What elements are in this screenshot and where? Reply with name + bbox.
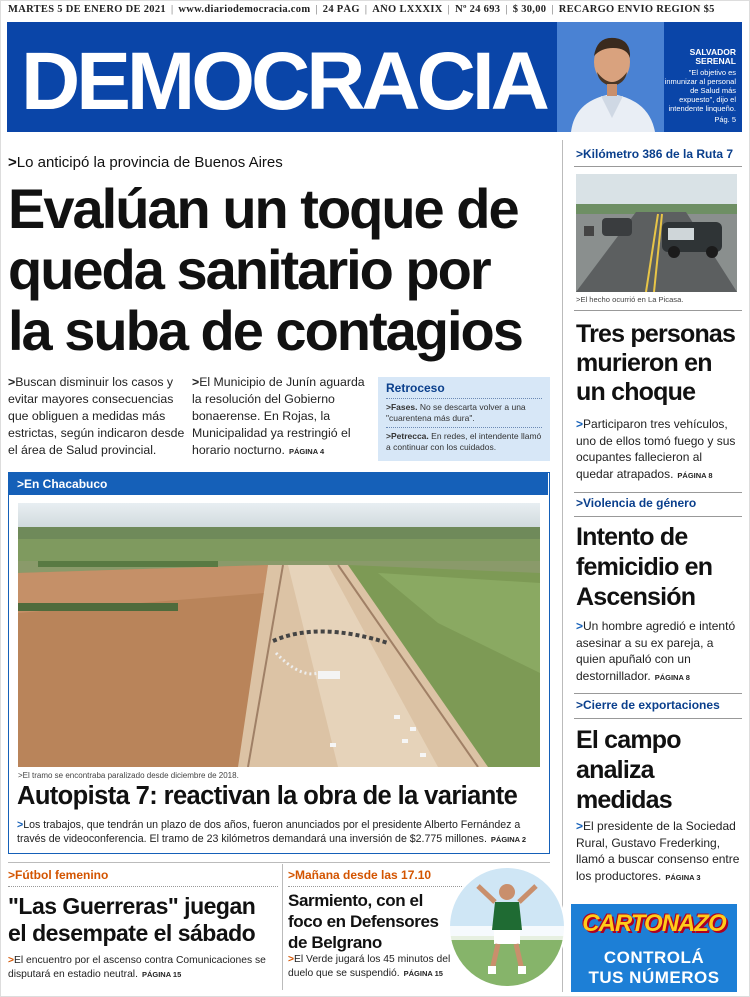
- right-rule-2b: [574, 516, 742, 517]
- page-count: 24 PÁG: [322, 4, 360, 15]
- main-col1-text: Buscan disminuir los casos y evitar mayores consecuencias que obliguen a medidas más estrictas, según indicaron desde el área de Salud provincial.: [8, 375, 185, 457]
- crash-photo-caption: >El hecho ocurrió en La Picasa.: [576, 295, 684, 304]
- headline-line-1: Evalúan un toque de: [8, 177, 518, 240]
- year-number: AÑO LXXXIX: [372, 4, 443, 15]
- main-story-kicker: >Lo anticipó la provincia de Buenos Aires: [8, 154, 283, 171]
- fases-text: No se descarta volver a una "cuarentena más dura".: [386, 402, 526, 423]
- bottom-column-divider: [282, 864, 283, 990]
- main-story-column-2: >El Municipio de Junín aguarda la resolución del Gobierno bonaerense. En Rojas, la Municipalidad ya restringió el horario nocturno. PÁGINA 4: [192, 375, 365, 457]
- masthead: [7, 22, 665, 132]
- chacabuco-page-ref: PÁGINA 2: [490, 835, 527, 844]
- sarmiento-body: >El Verde jugará los 45 minutos del duelo que se suspendió. PÁGINA 15: [288, 954, 451, 979]
- chacabuco-headline[interactable]: Autopista 7: reactivan la obra de la variante: [17, 782, 518, 810]
- sarmiento-page-ref: PÁGINA 15: [403, 968, 443, 978]
- soccer-player-photo[interactable]: [448, 866, 566, 988]
- issue-info-bar: MARTES 5 DE ENERO DE 2021 | www.diariodemocracia.com | 24 PÁG | AÑO LXXXIX | Nº 24 693 | $ 30,00 | RECARGO ENVÍO REGIÓN $5: [8, 4, 715, 15]
- crash-photo[interactable]: [576, 174, 737, 292]
- right-rule-3: [574, 693, 742, 694]
- futbol-kicker-text: Fútbol femenino: [15, 868, 109, 882]
- chacabuco-section-bar: >En Chacabuco: [9, 473, 548, 495]
- ruta7-kicker-text: Kilómetro 386 de la Ruta 7: [583, 147, 734, 161]
- bottom-section-rule: [8, 862, 550, 863]
- sarmiento-kicker: >Mañana desde las 17.10: [288, 868, 432, 882]
- futbol-headline[interactable]: "Las Guerreras" juegan el desempate el sábado: [8, 893, 256, 946]
- headline-line-3: la suba de contagios: [8, 299, 522, 362]
- mayor-portrait-photo: [557, 22, 665, 132]
- chacabuco-body: >Los trabajos, que tendrán un plazo de dos años, fueron anunciados por el presidente Alberto Fernández a través de videoconferencia. El tramo de 23 kilómetros demandará una inversión de $2.775 millones. PÁGINA 2: [17, 819, 527, 845]
- femicidio-page-ref: PÁGINA 8: [654, 672, 690, 682]
- site-url[interactable]: www.diariodemocracia.com: [178, 4, 311, 15]
- femicidio-body-text: Un hombre agredió e intentó asesinar a su ex pareja, a quien apuñaló con un destornillador.: [576, 619, 736, 683]
- campo-page-ref: PÁGINA 3: [665, 872, 701, 882]
- chacabuco-photo-caption: >El tramo se encontraba paralizado desde diciembre de 2018.: [18, 771, 239, 780]
- femicidio-body: >Un hombre agredió e intentó asesinar a su ex pareja, a quien apuñaló con un destornillador. PÁGINA 8: [576, 619, 736, 683]
- quote-page-ref: Pág. 5: [714, 115, 736, 124]
- main-headline[interactable]: [8, 178, 554, 361]
- masthead-quote-panel: [664, 22, 742, 132]
- quote-text: "El objetivo es inmunizar al personal de Salud más expuesto", dijo el intendente linqueño.: [664, 68, 736, 113]
- retroceso-title: Retroceso: [386, 381, 445, 395]
- highway-aerial-photo[interactable]: [18, 503, 540, 767]
- petrecca-text: En redes, el intendente llamó a continuar con los cuidados.: [386, 431, 542, 452]
- quote-name-first: SALVADOR: [689, 47, 736, 57]
- cartonazo-ad[interactable]: [571, 904, 737, 992]
- futbol-body-text: El encuentro por el ascenso contra Comunicaciones se disputará en estadio neutral.: [8, 955, 266, 980]
- retroceso-item-petrecca: >Petrecca. En redes, el intendente llamó a continuar con los cuidados.: [386, 431, 542, 452]
- right-rule-1b: [574, 310, 742, 311]
- shipping-surcharge: RECARGO ENVÍO REGIÓN $5: [558, 4, 715, 15]
- exportaciones-kicker-text: Cierre de exportaciones: [583, 698, 720, 712]
- retroceso-item-fases: >Fases. No se descarta volver a una "cuarentena más dura".: [386, 402, 526, 423]
- choque-headline[interactable]: Tres personas murieron en un choque: [576, 320, 736, 406]
- right-kicker-violencia: >Violencia de género: [576, 496, 697, 510]
- futbol-page-ref: PÁGINA 15: [141, 969, 182, 979]
- issue-number: Nº 24 693: [455, 4, 501, 15]
- campo-headline[interactable]: El campo analiza medidas: [576, 726, 681, 814]
- choque-page-ref: PÁGINA 8: [677, 470, 713, 480]
- choque-body: >Participaron tres vehículos, uno de ellos tomó fuego y sus ocupantes fallecieron al quedar atrapados. PÁGINA 8: [576, 417, 736, 481]
- price: $ 30,00: [512, 4, 547, 15]
- crash-caption-text: El hecho ocurrió en La Picasa.: [580, 295, 684, 304]
- column-divider: [562, 140, 563, 992]
- main-kicker-text: Lo anticipó la provincia de Buenos Aires: [16, 154, 283, 171]
- quote-name-last: SERENAL: [695, 56, 736, 66]
- main-page-ref: PÁGINA 4: [288, 447, 325, 456]
- right-kicker-ruta7: >Kilómetro 386 de la Ruta 7: [576, 147, 734, 161]
- right-rule-2: [574, 492, 742, 493]
- main-story-column-1: >Buscan disminuir los casos y evitar mayores consecuencias que obliguen a medidas más estrictas, según indicaron desde el área de Salud provincial.: [8, 375, 185, 457]
- main-col2-text: El Municipio de Junín aguarda la resolución del Gobierno bonaerense. En Rojas, la Municipalidad ya restringió el horario nocturno.: [192, 375, 365, 457]
- futbol-kicker-rule: [8, 886, 278, 887]
- campo-body: >El presidente de la Sociedad Rural, Gustavo Frederking, llamó a buscar consenso entre los productores. PÁGINA 3: [576, 819, 740, 883]
- campo-body-text: El presidente de la Sociedad Rural, Gustavo Frederking, llamó a buscar consenso entre los productores.: [576, 819, 740, 883]
- right-rule-3b: [574, 718, 742, 719]
- right-rule-1: [574, 166, 742, 167]
- fases-label: Fases.: [390, 402, 418, 412]
- cartonazo-ad-title: CARTONAZO: [582, 910, 726, 937]
- futbol-body: >El encuentro por el ascenso contra Comunicaciones se disputará en estadio neutral. PÁGINA 15: [8, 955, 266, 980]
- right-kicker-exportaciones: >Cierre de exportaciones: [576, 698, 720, 712]
- violencia-kicker-text: Violencia de género: [583, 496, 697, 510]
- newspaper-logo[interactable]: DEMOCRACIA: [21, 36, 546, 127]
- cartonazo-ad-line-1: CONTROLÁ: [603, 948, 705, 967]
- headline-line-2: queda sanitario por: [8, 238, 490, 301]
- futbol-kicker: >Fútbol femenino: [8, 868, 109, 882]
- chacabuco-section-label: En Chacabuco: [24, 477, 108, 491]
- sarmiento-headline[interactable]: Sarmiento, con el foco en Defensores de Belgrano: [288, 891, 439, 952]
- chacabuco-story-box: [8, 472, 550, 854]
- choque-body-text: Participaron tres vehículos, uno de ellos tomó fuego y sus ocupantes fallecieron al quedar atrapados.: [576, 417, 736, 481]
- chacabuco-body-text: Los trabajos, que tendrán un plazo de dos años, fueron anunciados por el presidente Alberto Fernández a través de videoconferencia. El tramo de 23 kilómetros demandará una inversión de $2.775 millones.: [17, 819, 521, 845]
- retroceso-sidebar-box: [378, 377, 550, 461]
- cartonazo-ad-line-2: TUS NÚMEROS: [588, 968, 720, 987]
- sarmiento-body-text: El Verde jugará los 45 minutos del duelo que se suspendió.: [288, 954, 451, 979]
- femicidio-headline[interactable]: Intento de femicidio en Ascensión: [576, 523, 713, 611]
- issue-date: MARTES 5 DE ENERO DE 2021: [8, 4, 166, 15]
- petrecca-label: Petrecca.: [390, 431, 429, 441]
- sarmiento-kicker-text: Mañana desde las 17.10: [295, 868, 432, 882]
- chacabuco-caption-text: El tramo se encontraba paralizado desde diciembre de 2018.: [22, 771, 239, 780]
